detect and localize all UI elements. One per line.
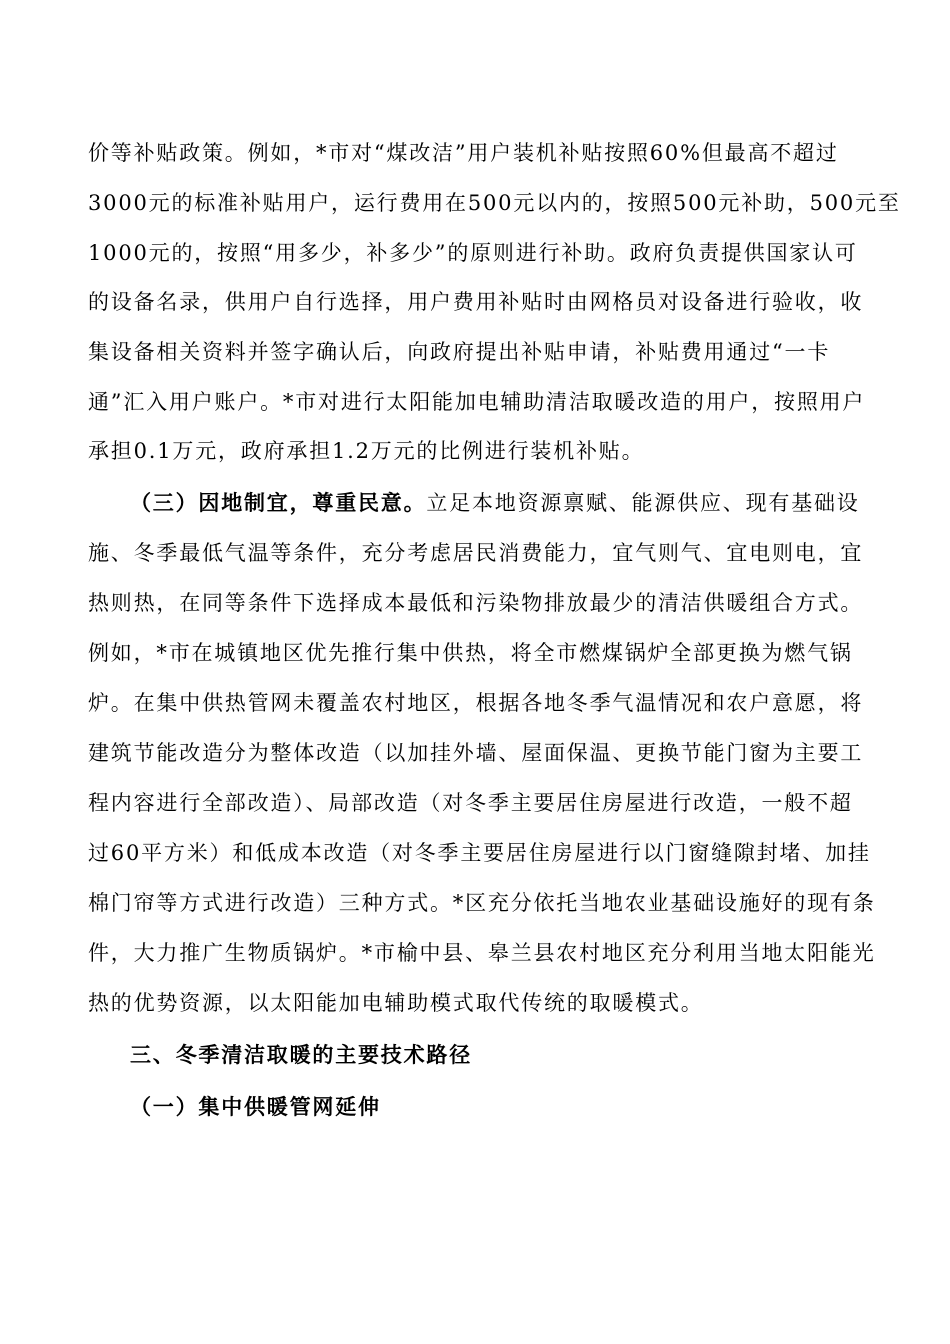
text-line: 热则热，在同等条件下选择成本最低和污染物排放最少的清洁供暖组合方式。 — [88, 591, 864, 615]
paragraph-lead-text: 立足本地资源禀赋、能源供应、现有基础设 — [426, 491, 860, 515]
section-heading: 三、冬季清洁取暖的主要技术路径 — [130, 1042, 472, 1067]
text-line: 施、冬季最低气温等条件，充分考虑居民消费能力，宜气则气、宜电则电，宜 — [88, 541, 864, 565]
sub-heading: （一）集中供暖管网延伸 — [130, 1094, 381, 1119]
text-line: 1000元的，按照“用多少，补多少”的原则进行补助。政府负责提供国家认可 — [88, 241, 858, 265]
text-line: 的设备名录，供用户自行选择，用户费用补贴时由网格员对设备进行验收，收 — [88, 290, 864, 314]
text-line: 通”汇入用户账户。*市对进行太阳能加电辅助清洁取暖改造的用户，按照用户 — [88, 390, 866, 414]
text-line: 集设备相关资料并签字确认后，向政府提出补贴申请，补贴费用通过“一卡 — [88, 340, 831, 364]
text-line: 3000元的标准补贴用户，运行费用在500元以内的，按照500元补助，500元至 — [88, 191, 901, 215]
text-line: 价等补贴政策。例如，*市对“煤改洁”用户装机补贴按照60%但最高不超过 — [88, 141, 839, 165]
paragraph-lead-heading: （三）因地制宜，尊重民意。 — [130, 490, 427, 515]
text-line: 过60平方米）和低成本改造（对冬季主要居住房屋进行以门窗缝隙封堵、加挂 — [88, 841, 871, 865]
text-line — [130, 488, 910, 518]
text-line: 例如，*市在城镇地区优先推行集中供热，将全市燃煤锅炉全部更换为燃气锅 — [88, 641, 853, 665]
text-line: 建筑节能改造分为整体改造（以加挂外墙、屋面保温、更换节能门窗为主要工 — [88, 741, 864, 765]
text-line: 棉门帘等方式进行改造）三种方式。*区充分依托当地农业基础设施好的现有条 — [88, 891, 876, 915]
text-line: 热的优势资源，以太阳能加电辅助模式取代传统的取暖模式。 — [88, 991, 704, 1015]
text-line: 承担0.1万元，政府承担1.2万元的比例进行装机补贴。 — [88, 439, 645, 463]
text-line: 炉。在集中供热管网未覆盖农村地区，根据各地冬季气温情况和农户意愿，将 — [88, 691, 864, 715]
text-line: 程内容进行全部改造）、局部改造（对冬季主要居住房屋进行改造，一般不超 — [88, 791, 853, 815]
text-line: 件，大力推广生物质锅炉。*市榆中县、皋兰县农村地区充分利用当地太阳能光 — [88, 941, 876, 965]
